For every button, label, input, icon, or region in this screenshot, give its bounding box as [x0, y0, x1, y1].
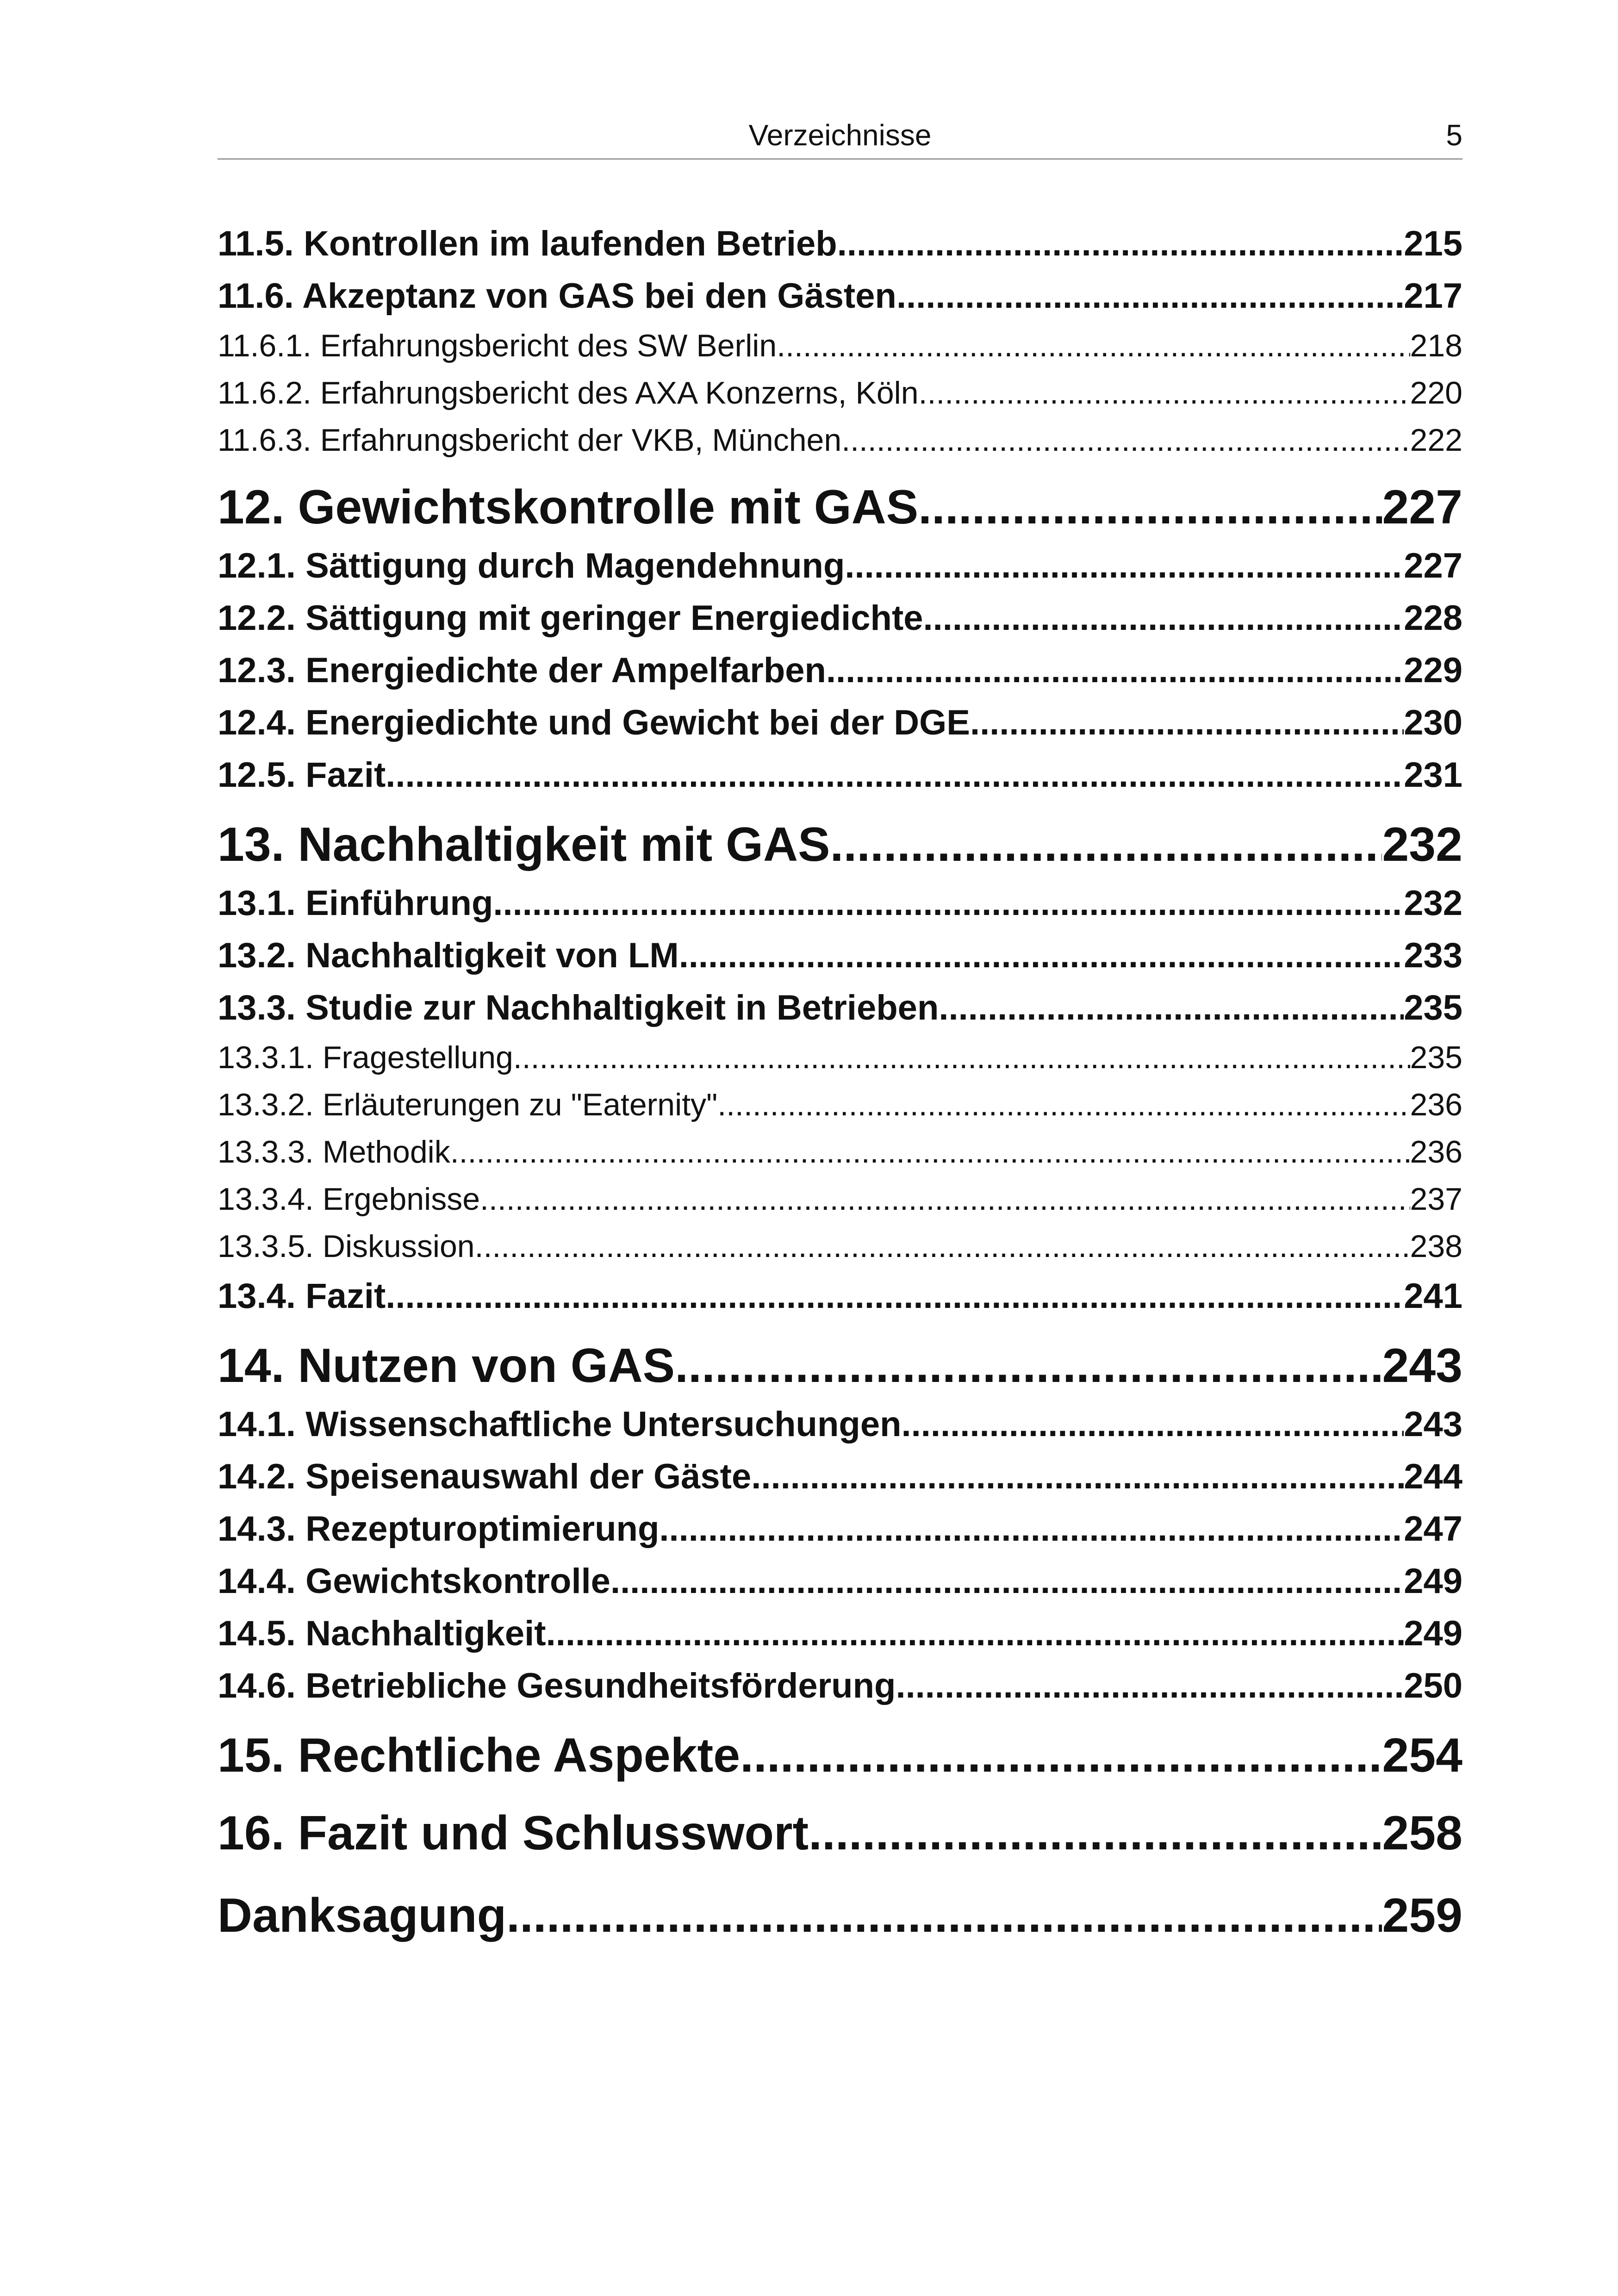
running-header-title: Verzeichnisse [748, 118, 932, 152]
toc-entry [218, 697, 1462, 749]
toc-entry-title: 13.2. Nachhaltigkeit von LM [218, 936, 679, 975]
toc-entry-title: 13.3.1. Fragestellung [218, 1040, 513, 1075]
toc-entry [218, 1879, 1462, 1953]
toc-entry-page: 238 [1410, 1229, 1462, 1264]
toc-entry [218, 1223, 1462, 1270]
toc-dot-leader [493, 877, 1404, 929]
toc-dot-leader [902, 1398, 1404, 1450]
toc-entry-page: 232 [1382, 818, 1462, 871]
toc-dot-leader [923, 592, 1404, 644]
toc-dot-leader [809, 1796, 1382, 1870]
toc-dot-leader [450, 1128, 1410, 1176]
toc-entry-page: 222 [1410, 423, 1462, 458]
toc-entry-page: 243 [1382, 1339, 1462, 1393]
toc-dot-leader [386, 749, 1404, 801]
document-page [218, 0, 1462, 2296]
toc-entry-page: 230 [1404, 703, 1462, 742]
toc-entry [218, 877, 1462, 929]
toc-entry [218, 369, 1462, 417]
toc-entry-page: 236 [1410, 1134, 1462, 1170]
toc-entry-page: 258 [1382, 1806, 1462, 1860]
toc-entry [218, 592, 1462, 644]
table-of-contents [218, 218, 1462, 1953]
toc-entry-page: 250 [1404, 1666, 1462, 1705]
toc-entry-page: 243 [1404, 1405, 1462, 1444]
toc-entry [218, 475, 1462, 540]
toc-entry [218, 1398, 1462, 1450]
toc-dot-leader [896, 270, 1404, 322]
toc-entry-title: 16. Fazit und Schlusswort [218, 1806, 809, 1860]
toc-dot-leader [845, 540, 1404, 592]
toc-entry-page: 232 [1404, 884, 1462, 923]
toc-entry [218, 1270, 1462, 1322]
toc-entry [218, 322, 1462, 369]
toc-entry [218, 1176, 1462, 1223]
toc-dot-leader [546, 1607, 1404, 1660]
toc-entry-title: 13.3. Studie zur Nachhaltigkeit in Betrieben [218, 988, 939, 1027]
toc-entry-title: 11.6. Akzeptanz von GAS bei den Gästen [218, 276, 896, 316]
toc-entry-title: 13.1. Einführung [218, 884, 493, 923]
toc-entry-title: 11.6.3. Erfahrungsbericht der VKB, München [218, 423, 842, 458]
toc-entry [218, 1796, 1462, 1870]
toc-dot-leader [896, 1660, 1404, 1712]
toc-entry [218, 1607, 1462, 1660]
toc-entry-page: 218 [1410, 328, 1462, 363]
toc-entry-title: 13.3.2. Erläuterungen zu "Eaternity" [218, 1087, 718, 1122]
toc-entry [218, 749, 1462, 801]
toc-entry-title: 14.4. Gewichtskontrolle [218, 1562, 610, 1601]
toc-entry-page: 215 [1404, 224, 1462, 263]
toc-entry-page: 259 [1382, 1889, 1462, 1942]
toc-dot-leader [610, 1555, 1404, 1607]
toc-entry-title: 11.6.1. Erfahrungsbericht des SW Berlin [218, 328, 777, 363]
toc-entry-title: 13.4. Fazit [218, 1276, 386, 1316]
toc-entry-title: Danksagung [218, 1889, 507, 1942]
toc-entry-page: 236 [1410, 1087, 1462, 1122]
toc-entry-title: 13.3.3. Methodik [218, 1134, 450, 1170]
toc-entry-page: 220 [1410, 375, 1462, 411]
toc-dot-leader [841, 417, 1410, 464]
toc-entry-page: 249 [1404, 1614, 1462, 1653]
toc-entry-page: 228 [1404, 598, 1462, 638]
toc-entry-title: 12.5. Fazit [218, 755, 386, 795]
toc-entry-title: 15. Rechtliche Aspekte [218, 1729, 741, 1782]
toc-entry [218, 270, 1462, 322]
toc-dot-leader [826, 644, 1404, 697]
toc-entry [218, 1555, 1462, 1607]
toc-entry-page: 249 [1404, 1562, 1462, 1601]
toc-dot-leader [939, 982, 1404, 1034]
toc-entry-title: 11.5. Kontrollen im laufenden Betrieb [218, 224, 837, 263]
toc-entry-page: 254 [1382, 1729, 1462, 1782]
toc-entry-title: 14.1. Wissenschaftliche Untersuchungen [218, 1405, 902, 1444]
toc-entry-title: 12.1. Sättigung durch Magendehnung [218, 546, 845, 585]
toc-entry-page: 229 [1404, 651, 1462, 690]
toc-entry-page: 235 [1410, 1040, 1462, 1075]
toc-entry-title: 14. Nutzen von GAS [218, 1339, 675, 1393]
toc-entry-title: 14.6. Betriebliche Gesundheitsförderung [218, 1666, 896, 1705]
toc-dot-leader [830, 812, 1382, 877]
toc-entry-title: 12.4. Energiedichte und Gewicht bei der DGE [218, 703, 970, 742]
toc-dot-leader [777, 322, 1410, 369]
toc-entry-page: 227 [1382, 480, 1462, 534]
toc-entry [218, 1333, 1462, 1398]
toc-entry [218, 929, 1462, 982]
toc-entry-title: 12.2. Sättigung mit geringer Energiedichte [218, 598, 923, 638]
toc-dot-leader [751, 1450, 1404, 1503]
toc-entry [218, 1660, 1462, 1712]
toc-dot-leader [918, 475, 1382, 540]
toc-entry-page: 237 [1410, 1182, 1462, 1217]
toc-dot-leader [506, 1879, 1382, 1953]
toc-entry-page: 241 [1404, 1276, 1462, 1316]
toc-dot-leader [480, 1176, 1410, 1223]
toc-entry-page: 231 [1404, 755, 1462, 795]
toc-entry-title: 11.6.2. Erfahrungsbericht des AXA Konzerns, Köln [218, 375, 919, 411]
toc-dot-leader [475, 1223, 1410, 1270]
toc-dot-leader [659, 1503, 1404, 1555]
toc-dot-leader [513, 1034, 1410, 1081]
toc-entry-page: 233 [1404, 936, 1462, 975]
toc-entry-page: 227 [1404, 546, 1462, 585]
toc-entry [218, 644, 1462, 697]
toc-entry [218, 417, 1462, 464]
toc-entry [218, 1723, 1462, 1788]
toc-dot-leader [919, 369, 1410, 417]
toc-entry [218, 540, 1462, 592]
toc-dot-leader [837, 218, 1404, 270]
toc-entry-title: 12. Gewichtskontrolle mit GAS [218, 480, 919, 534]
toc-entry [218, 1128, 1462, 1176]
toc-dot-leader [675, 1333, 1382, 1398]
toc-entry-title: 13. Nachhaltigkeit mit GAS [218, 818, 830, 871]
toc-dot-leader [740, 1723, 1382, 1788]
toc-entry-page: 244 [1404, 1457, 1462, 1496]
toc-entry [218, 1503, 1462, 1555]
toc-dot-leader [717, 1081, 1410, 1128]
toc-entry [218, 218, 1462, 270]
toc-dot-leader [386, 1270, 1404, 1322]
toc-entry-title: 14.5. Nachhaltigkeit [218, 1614, 546, 1653]
toc-entry-page: 217 [1404, 276, 1462, 316]
page-number: 5 [1446, 118, 1462, 152]
toc-entry-page: 235 [1404, 988, 1462, 1027]
toc-entry [218, 812, 1462, 877]
toc-entry-title: 13.3.4. Ergebnisse [218, 1182, 480, 1217]
toc-entry [218, 1450, 1462, 1503]
toc-entry-title: 14.2. Speisenauswahl der Gäste [218, 1457, 752, 1496]
toc-dot-leader [679, 929, 1404, 982]
toc-entry [218, 1034, 1462, 1081]
toc-entry-title: 13.3.5. Diskussion [218, 1229, 475, 1264]
running-header [218, 117, 1462, 160]
toc-entry-page: 247 [1404, 1509, 1462, 1549]
toc-dot-leader [970, 697, 1404, 749]
toc-entry [218, 1081, 1462, 1128]
toc-entry-title: 14.3. Rezepturoptimierung [218, 1509, 660, 1549]
toc-entry [218, 982, 1462, 1034]
toc-entry-title: 12.3. Energiedichte der Ampelfarben [218, 651, 826, 690]
